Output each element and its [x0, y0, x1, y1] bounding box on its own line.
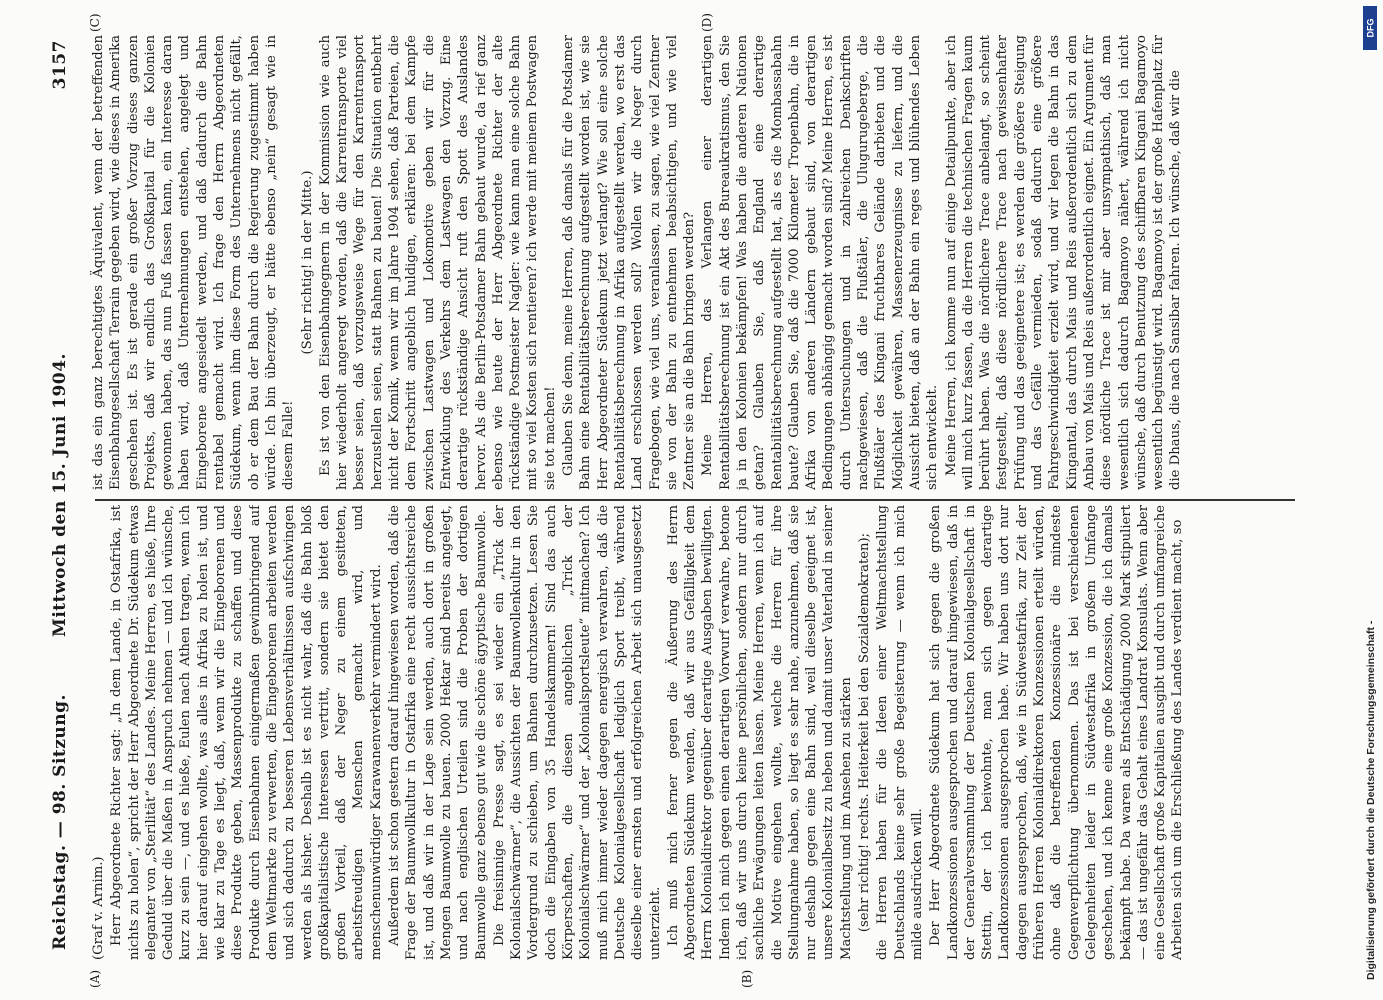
- marker-a: (A): [88, 969, 102, 988]
- paragraph: ist das ein ganz berechtigtes Äquivalent, wenn der betreffenden Eisenbahngesellschaft Terrain gegeben wird, wie dieses in Amerika geschehen ist. Es ist gerade ein großer Vorzug dieses ganzen Projekts, daß wir endlich das Großkapital für die Kolonien gewonnen haben, das nun Fuß fassen kann, ein Interesse daran haben wird, daß Unternehmungen entstehen, angelegt und Eingeborene angesiedelt werden, und daß dadurch die Bahn rentabel gemacht wird. Ich frage den Herrn Abgeordneten Südekum, wenn ihm diese Form des Unternehmens nicht gefällt, ob er dem Bau der Bahn durch die Regierung zugestimmt haben würde. Ich bin überzeugt, er hätte ebenso „nein“ gesagt wie in diesem Falle!: [91, 35, 297, 490]
- page-number: 3157: [50, 40, 70, 90]
- right-column: [90, 35, 1300, 490]
- page-header: [50, 40, 80, 950]
- left-column: [90, 505, 1300, 960]
- column-divider: [95, 500, 1295, 502]
- paragraph: Die freisinnige Presse sagt, es sei wieder ein „Trick der Kolonialschwärmer“, die Aussichten der Baumwollenkultur in den Vordergrund zu schieben, um Bahnen durchzusetzen. Lesen Sie doch die Eingaben von 35 Handelskammern! Sind das auch Körperschaften, die diesen angeblichen „Trick der Kolonialschwärmer“ und der „Kolonialsportsleute“ mitmachen? Ich muß mich immer wieder dagegen energisch verwahren, daß die Deutsche Kolonialgesellschaft lediglich Sport treibt, während dieselbe einer ernsten und erfolgreichen Arbeit sich unausgesetzt unterzieht.: [491, 505, 663, 960]
- header-date: Mittwoch den 15. Juni 1904.: [50, 353, 70, 637]
- credit-text: Digitalisierung gefördert durch die Deutsche Forschungsgemeinschaft -: [1365, 620, 1377, 980]
- marker-b: (B): [740, 969, 754, 988]
- dfg-logo: DFG: [1363, 6, 1377, 50]
- paragraph: (Sehr richtig! in der Mitte.): [299, 170, 315, 355]
- paragraph: (sehr richtig! rechts. Heiterkeit bei den Sozialdemokraten);: [857, 532, 873, 933]
- paragraph: (Graf v. Arnim.): [91, 856, 106, 960]
- paragraph: Ich muß mich ferner gegen die Äußerung des Herrn Abgeordneten Südekum wenden, daß wir aus Gefälligkeit dem Herrn Kolonialdirektor gegenüber derartige Ausgaben bewilligten. Indem ich mich gegen einen derartigen Vorwurf verwahre, betone ich, daß wir uns durch keine persönlichen, sondern nur durch sachliche Erwägungen leiten lassen. Meine Herren, wenn ich auf die Motive eingehen wollte, welche die Herren für ihre Stellungnahme haben, so liegt es sehr nahe, anzunehmen, daß sie nur deshalb gegen eine Bahn sind, weil dieselbe geeignet ist, unsere Kolonialbesitz zu heben und damit unser Vaterland in seiner Machtstellung und im Ansehen zu stärken: [665, 505, 854, 960]
- paragraph: Es ist von den Eisenbahngegnern in der Kommission wie auch hier wiederholt angeregt worden, daß die Karrentransporte viel besser seien, daß vorzugsweise Wege für den Karrentransport herzustellen seien, statt Bahnen zu bauen! Die Situation entbehrt nicht der Komik, wenn wir im Jahre 1904 sehen, daß Parteien, die dem Fortschritt angeblich huldigen, erklären: bei dem Kampfe zwischen Lastwagen und Lokomotive geben wir für die Entwicklung des Verkehrs dem Lastwagen den Vorzug. Eine derartige rückständige Ansicht ruft den Spott des Auslandes hervor. Als die Berlin-Potsdamer Bahn gebaut wurde, da rief ganz ebenso wie heute der Herr Abgeordnete Richter der alte rückständige Postmeister Nagler: wie kann man eine solche Bahn mit so viel Kosten sich rentieren? ich werde mit meinem Postwagen sie tot machen!: [317, 35, 558, 490]
- paragraph: Meine Herren, ich komme nun auf einige Detailpunkte, aber ich will mich kurz fassen, da die Herren die technischen Fragen kaum berührt haben. Was die nördlichere Trace anbelangt, so scheint festgestellt, daß diese nördlichere Trace nach gewissenhafter Prüfung und das geeignetere ist; es werden die größere Steigung und das Gefälle vermieden, sodaß dadurch eine größere Fahrgeschwindigkeit erzielt wird, und wir legen die Bahn in das Kingantal, das durch Mais und Reis außerordentlich sich zu dem Anbau von Mais und Reis außerordentlich eignet. Ein Argument für diese nördliche Trace ist mir aber unsympathisch, daß man wesentlich sich dadurch Bagamoyo nähert, während ich nicht wünsche, daß durch Benutzung des schiffbaren Kingani Bagamoyo wesentlich begünstigt wird. Bagamoyo ist der große Hafenplatz für die Dhaus, die nach Sansibar fahren. Ich wünsche, daß wir die: [943, 35, 1184, 490]
- paragraph: die Herren haben für die Ideen einer Weltmachtstellung Deutschlands keine sehr große Begeisterung — wenn ich mich milde ausdrücken will.: [875, 505, 925, 960]
- paragraph: Außerdem ist schon gestern darauf hingewiesen worden, daß die Frage der Baumwollkultur in Ostafrika eine recht aussichtsreiche ist, und daß wir in der Lage sein werden, auch dort in großen Mengen Baumwolle zu bauen. 2000 Hektar sind bereits angelegt, und nach englischen Urteilen sind die Proben der dortigen Baumwolle ganz ebenso gut wie die schöne ägyptische Baumwolle.: [387, 505, 489, 960]
- marker-c: (C): [88, 13, 102, 32]
- paragraph: Glauben Sie denn, meine Herren, daß damals für die Potsdamer Bahn eine Rentabilitätsberechnung aufgestellt worden ist, wie sie Herr Abgeordneter Südekum jetzt verlangt? Wie soll eine solche Rentabilitätsberechnung in Afrika aufgestellt werden, wo erst das Land erschlossen werden soll? Wollen wir die Neger durch Fragebogen, wie viel uns, veranlassen, zu sagen, wie viel Zentner sie von der Bahn zu entnehmen beabsichtigen, und wie viel Zentner sie an die Bahn bringen werden?: [561, 35, 698, 490]
- digitization-credit: [1355, 20, 1375, 980]
- marker-d: (D): [700, 13, 714, 32]
- paragraph: Der Herr Abgeordnete Südekum hat sich gegen die großen Landkonzessionen ausgesprochen und darauf hingewiesen, daß in der Generalversammlung der Deutschen Kolonialgesellschaft in Stettin, der ich beiwohnte, man sich gegen derartige Landkonzessionen ausgesprochen habe. Wir haben uns dort nur dagegen ausgesprochen, daß, wie in Südwestafrika, zur Zeit der früheren Herren Kolonialdirektoren Konzessionen erteilt würden, ohne daß die betreffenden Konzessionäre die mindeste Gegenverpflichtung übernommen. Das ist bei verschiedenen Gelegenheiten leider in Südwestafrika in großem Umfange geschehen, und ich kenne eine große Konzession, die ich damals bekämpft habe. Da waren als Entschädigung 2000 Mark stipuliert — das ist ungefähr das Gehalt eines Landrat Konsulats. Wenn aber eine Gesellschaft große Kapitalien ausgibt und durch umfangreiche Arbeiten sich um die Erschließung des Landes verdient macht, so: [928, 505, 1186, 960]
- paragraph: Herr Abgeordnete Richter sagt: „In dem Lande, in Ostafrika, ist nichts zu holen“, spricht der Herr Abgeordnete Dr. Südekum etwas eleganter von „Sterilität“ des Landes. Meine Herren, es hieße, Ihre Geduld über die Maßen in Anspruch nehmen — und ich wünsche, kurz zu sein —, und es hieße, Eulen nach Athen tragen, wenn ich hier darauf eingehen wollte, was alles in Afrika zu holen ist, und wie klar zu Tage es liegt, daß, wenn wir die Eingeborenen und diese Produkte geben, Massenprodukte zu schaffen und diese Produkte durch Eisenbahnen einigermaßen gewinnbringend auf dem Weltmarkte zu verwerten, die Eingeborenen arbeiten werden und sich dadurch zu besseren Lebensverhältnissen aufschwingen werden als bisher. Deshalb ist es nicht wahr, daß die Bahn bloß großkapitalistische Interessen vertritt, sondern sie bietet den großen Vorteil, daß der Neger zu einem gesitteten, arbeitsfreudigen Menschen gemacht wird, und menschenunwürdiger Karawanenverkehr vermindert wird.: [109, 505, 384, 960]
- header-left: Reichstag. — 98. Sitzung.: [50, 694, 70, 950]
- paragraph: Meine Herren, das Verlangen einer derartigen Rentabilitätsberechnung ist ein Akt des Bureaukratismus, den Sie ja in den Kolonien bekämpfen! Was haben die anderen Nationen getan? Glauben Sie, daß England eine derartige Rentabilitätsberechnung aufgestellt hat, als es die Mombassabahn baute? Glauben Sie, daß die 7000 Kilometer Tropenbahn, die in Afrika von anderen Ländern gebaut sind, von derartigen Bedingungen abhängig gemacht worden sind? Meine Herren, es ist durch Untersuchungen und in zahlreichen Denkschriften nachgewiesen, daß die Flußtäler, die Ulugurugeberge, die Flußtäler des Kingani fruchtbares Gelände darbieten und die Möglichkeit gewähren, Massenerzeugnisse zu liefern, und die Aussicht bieten, daß an der Bahn ein reges und blühendes Leben sich entwickelt.: [700, 35, 941, 490]
